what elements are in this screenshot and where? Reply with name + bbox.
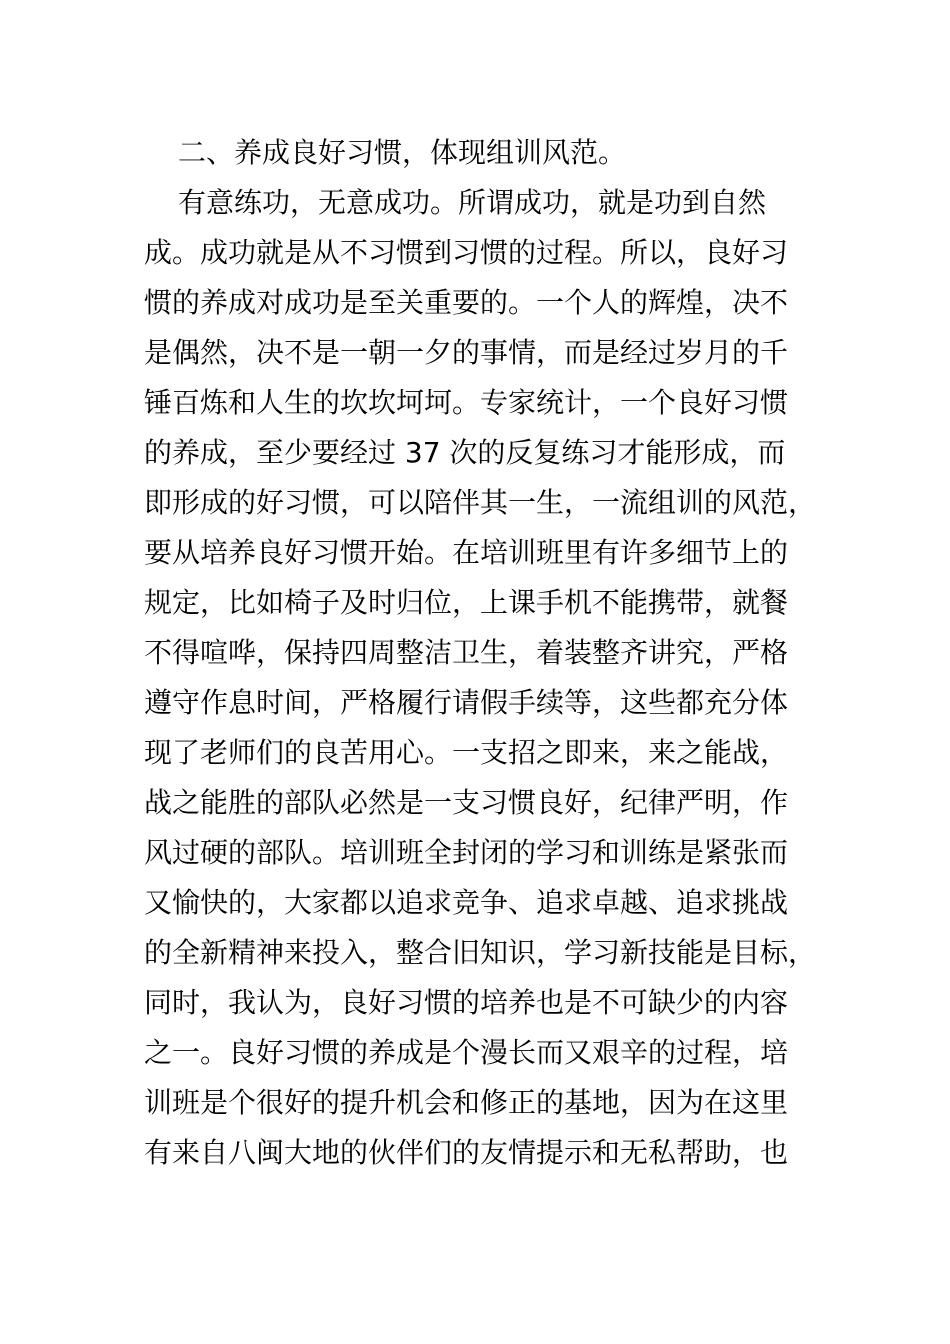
paragraph-line: 同时，我认为，良好习惯的培养也是不可缺少的内容: [144, 986, 789, 1019]
document-body: [144, 128, 834, 1178]
paragraph-line: 不得喧哗，保持四周整洁卫生，着装整齐讲究，严格: [144, 636, 789, 669]
paragraph-line: 的养成，至少要经过 37 次的反复练习才能形成，而: [144, 436, 786, 469]
paragraph-line: 有来自八闽大地的伙伴们的友情提示和无私帮助，也: [144, 1136, 789, 1169]
section-heading: 二、养成良好习惯，体现组训风范。: [178, 136, 627, 169]
paragraph-line: 规定，比如椅子及时归位，上课手机不能携带，就餐: [144, 586, 789, 619]
paragraph-line: 即形成的好习惯，可以陪伴其一生，一流组训的风范，: [144, 486, 817, 519]
paragraph-line: 的全新精神来投入，整合旧知识，学习新技能是目标，: [144, 936, 817, 969]
paragraph-line: 遵守作息时间，严格履行请假手续等，这些都充分体: [144, 686, 789, 719]
paragraph-line: 成。成功就是从不习惯到习惯的过程。所以，良好习: [144, 236, 789, 269]
paragraph-line: 锤百炼和人生的坎坎坷坷。专家统计，一个良好习惯: [144, 386, 789, 419]
paragraph-line: 要从培养良好习惯开始。在培训班里有许多细节上的: [144, 536, 789, 569]
paragraph-line: 有意练功，无意成功。所谓成功，就是功到自然: [178, 186, 767, 219]
paragraph-line: 风过硬的部队。培训班全封闭的学习和训练是紧张而: [144, 836, 789, 869]
paragraph-line: 现了老师们的良苦用心。一支招之即来，来之能战，: [144, 736, 789, 769]
paragraph-line: 之一。良好习惯的养成是个漫长而又艰辛的过程，培: [144, 1036, 789, 1069]
paragraph-line: 战之能胜的部队必然是一支习惯良好，纪律严明，作: [144, 786, 789, 819]
paragraph-line: 是偶然，决不是一朝一夕的事情，而是经过岁月的千: [144, 336, 789, 369]
paragraph-line: 又愉快的，大家都以追求竞争、追求卓越、追求挑战: [144, 886, 789, 919]
paragraph-line: 惯的养成对成功是至关重要的。一个人的辉煌，决不: [144, 286, 789, 319]
paragraph-line: 训班是个很好的提升机会和修正的基地，因为在这里: [144, 1086, 789, 1119]
